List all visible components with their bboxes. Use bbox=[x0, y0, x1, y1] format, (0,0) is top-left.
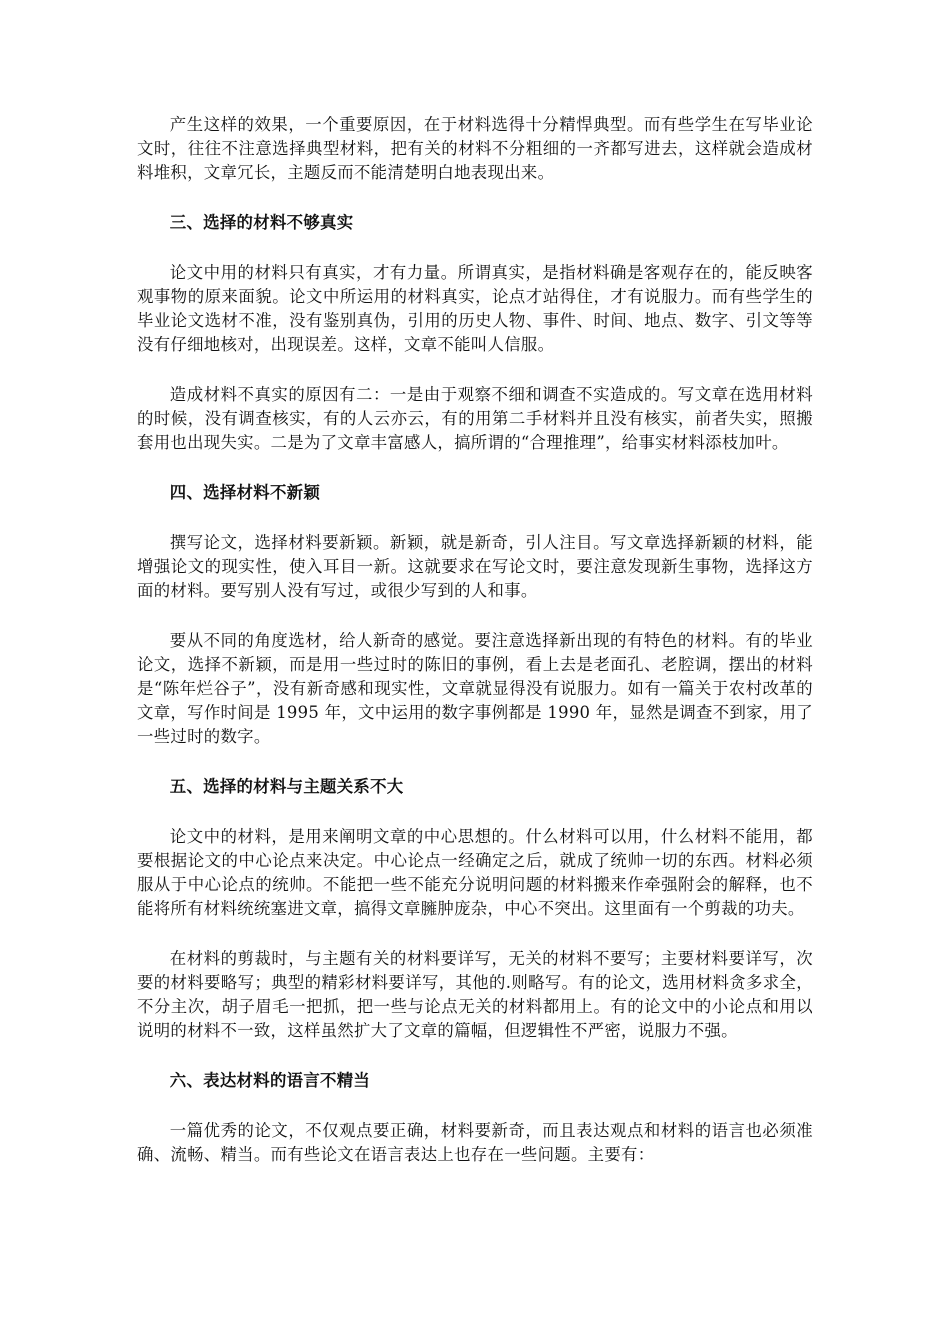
document-body bbox=[137, 113, 813, 1193]
heading-section-5: 五、选择的材料与主题关系不大 bbox=[169, 777, 404, 796]
heading-section-6: 六、表达材料的语言不精当 bbox=[169, 1071, 371, 1090]
paragraph-material-cutting: 在材料的剪裁时，与主题有关的材料要详写，无关的材料不要写；主要材料要详写，次要的材料要略写；典型的精彩材料要详写，其他的.则略写。有的论文，选用材料贪多求全，不分主次，胡子眉毛一把抓，把一些与论点无关的材料都用上。有的论文中的小论点和用以说明的材料不一致，这样虽然扩大了文章的篇幅，但逻辑性不严密，说服力不强。 bbox=[137, 949, 813, 1040]
paragraph-different-angles: 要从不同的角度选材，给人新奇的感觉。要注意选择新出现的有特色的材料。有的毕业论文，选择不新颖，而是用一些过时的陈旧的事例，看上去是老面孔、老腔调，摆出的材料是“陈年烂谷子”，没有新奇感和现实性，文章就显得没有说服力。如有一篇关于农村改革的文章，写作时间是 1995 年，文中运用的数字事例都是 1990 年，显然是调查不到家，用了一些过时的数字。 bbox=[137, 631, 813, 746]
paragraph-untrue-causes: 造成材料不真实的原因有二：一是由于观察不细和调查不实造成的。写文章在选用材料的时候，没有调查核实，有的人云亦云，有的用第二手材料并且没有核实，前者失实，照搬套用也出现失实。二是为了文章丰富感人，搞所谓的“合理推理”，给事实材料添枝加叶。 bbox=[137, 385, 813, 452]
paragraph-novel-material: 撰写论文，选择材料要新颖。新颖，就是新奇，引人注目。写文章选择新颖的材料，能增强论文的现实性，使入耳目一新。这就要求在写论文时，要注意发现新生事物，选择这方面的材料。要写别人没有写过，或很少写到的人和事。 bbox=[137, 533, 813, 600]
paragraph-typical-material-effect: 产生这样的效果，一个重要原因，在于材料选得十分精悍典型。而有些学生在写毕业论文时，往往不注意选择典型材料，把有关的材料不分粗细的一齐都写进去，这样就会造成材料堆积，文章冗长，主题反而不能清楚明白地表现出来。 bbox=[137, 115, 813, 182]
paragraph-material-truth: 论文中用的材料只有真实，才有力量。所谓真实，是指材料确是客观存在的，能反映客观事物的原来面貌。论文中所运用的材料真实，论点才站得住，才有说服力。而有些学生的毕业论文选材不准，没有鉴别真伪，引用的历史人物、事件、时间、地点、数字、引文等等没有仔细地核对，出现误差。这样，文章不能叫人信服。 bbox=[137, 263, 813, 354]
heading-section-4: 四、选择材料不新颖 bbox=[169, 483, 321, 502]
paragraph-central-thesis: 论文中的材料，是用来阐明文章的中心思想的。什么材料可以用，什么材料不能用，都要根据论文的中心论点来决定。中心论点一经确定之后，就成了统帅一切的东西。材料必须服从于中心论点的统帅。不能把一些不能充分说明问题的材料搬来作牵强附会的解释，也不能将所有材料统统塞进文章，搞得文章臃肿庞杂，中心不突出。这里面有一个剪裁的功夫。 bbox=[137, 827, 813, 918]
paragraph-language-issues: 一篇优秀的论文，不仅观点要正确，材料要新奇，而且表达观点和材料的语言也必须准确、流畅、精当。而有些论文在语言表达上也存在一些问题。主要有： bbox=[137, 1121, 813, 1164]
heading-section-3: 三、选择的材料不够真实 bbox=[169, 213, 354, 232]
